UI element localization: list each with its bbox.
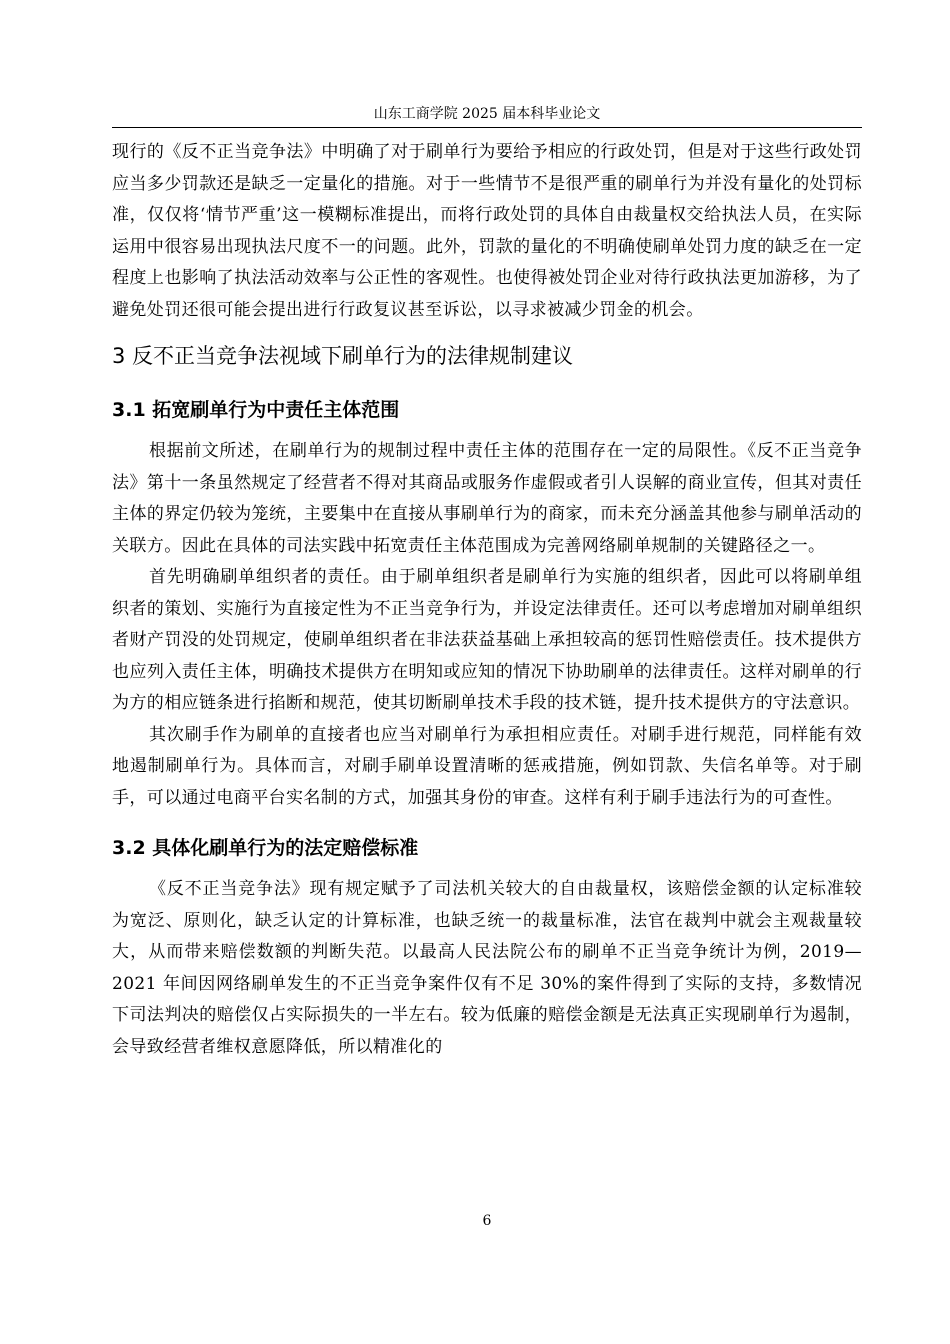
page-body [112, 137, 862, 1063]
paragraph-3-2-a: 《反不正当竞争法》现有规定赋予了司法机关较大的自由裁量权，该赔偿金额的认定标准较为宽泛、原则化，缺乏认定的计算标准，也缺乏统一的裁量标准，法官在裁判中就会主观裁量较大，从而带来赔偿数额的判断失范。以最高人民法院公布的刷单不正当竞争统计为例，2019—2021 年间因网络刷单发生的不正当竞争案件仅有不足 30%的案件得到了实际的支持，多数情况下司法判决的赔偿仅占实际损失的一半左右。较为低廉的赔偿金额是无法真正实现刷单行为遏制，会导致经营者维权意愿降低，所以精准化的 [112, 879, 862, 1057]
running-header: 山东工商学院 2025 届本科毕业论文 [373, 106, 601, 122]
page-number: 6 [482, 1213, 492, 1229]
paragraph-3-1-c: 其次刷手作为刷单的直接者也应当对刷单行为承担相应责任。对刷手进行规范，同样能有效地遏制刷单行为。具体而言，对刷手刷单设置清晰的惩戒措施，例如罚款、失信名单等。对于刷手，可以通过电商平台实名制的方式，加强其身份的审查。这样有利于刷手违法行为的可查性。 [112, 724, 862, 808]
paragraph-3-1-b: 首先明确刷单组织者的责任。由于刷单组织者是刷单行为实施的组织者，因此可以将刷单组织者的策划、实施行为直接定性为不正当竞争行为，并设定法律责任。还可以考虑增加对刷单组织者财产罚没的处罚规定，使刷单组织者在非法获益基础上承担较高的惩罚性赔偿责任。技术提供方也应列入责任主体，明确技术提供方在明知或应知的情况下协助刷单的法律责任。这样对刷单的行为方的相应链条进行掐断和规范，使其切断刷单技术手段的技术链，提升技术提供方的守法意识。 [112, 567, 862, 713]
paragraph-3-1-a: 根据前文所述，在刷单行为的规制过程中责任主体的范围存在一定的局限性。《反不正当竞争法》第十一条虽然规定了经营者不得对其商品或服务作虚假或者引人误解的商业宣传，但其对责任主体的界定仍较为笼统，主要集中在直接从事刷单行为的商家，而未充分涵盖其他参与刷单活动的关联方。因此在具体的司法实践中拓宽责任主体范围成为完善网络刷单规制的关键路径之一。 [112, 441, 862, 556]
section-3-2-heading: 3.2 具体化刷单行为的法定赔偿标准 [112, 837, 419, 859]
header-rule [112, 127, 862, 128]
chapter-3-heading: 3 反不正当竞争法视域下刷单行为的法律规制建议 [112, 344, 574, 368]
paragraph-continued: 现行的《反不正当竞争法》中明确了对于刷单行为要给予相应的行政处罚，但是对于这些行政处罚应当多少罚款还是缺乏一定量化的措施。对于一些情节不是很严重的刷单行为并没有量化的处罚标准，仅仅将‘情节严重’这一模糊标准提出，而将行政处罚的具体自由裁量权交给执法人员，在实际运用中很容易出现执法尺度不一的问题。此外，罚款的量化的不明确使刷单处罚力度的缺乏在一定程度上也影响了执法活动效率与公正性的客观性。也使得被处罚企业对待行政执法更加游移，为了避免处罚还很可能会提出进行行政复议甚至诉讼，以寻求被减少罚金的机会。 [112, 142, 862, 320]
section-3-1-heading: 3.1 拓宽刷单行为中责任主体范围 [112, 399, 400, 421]
